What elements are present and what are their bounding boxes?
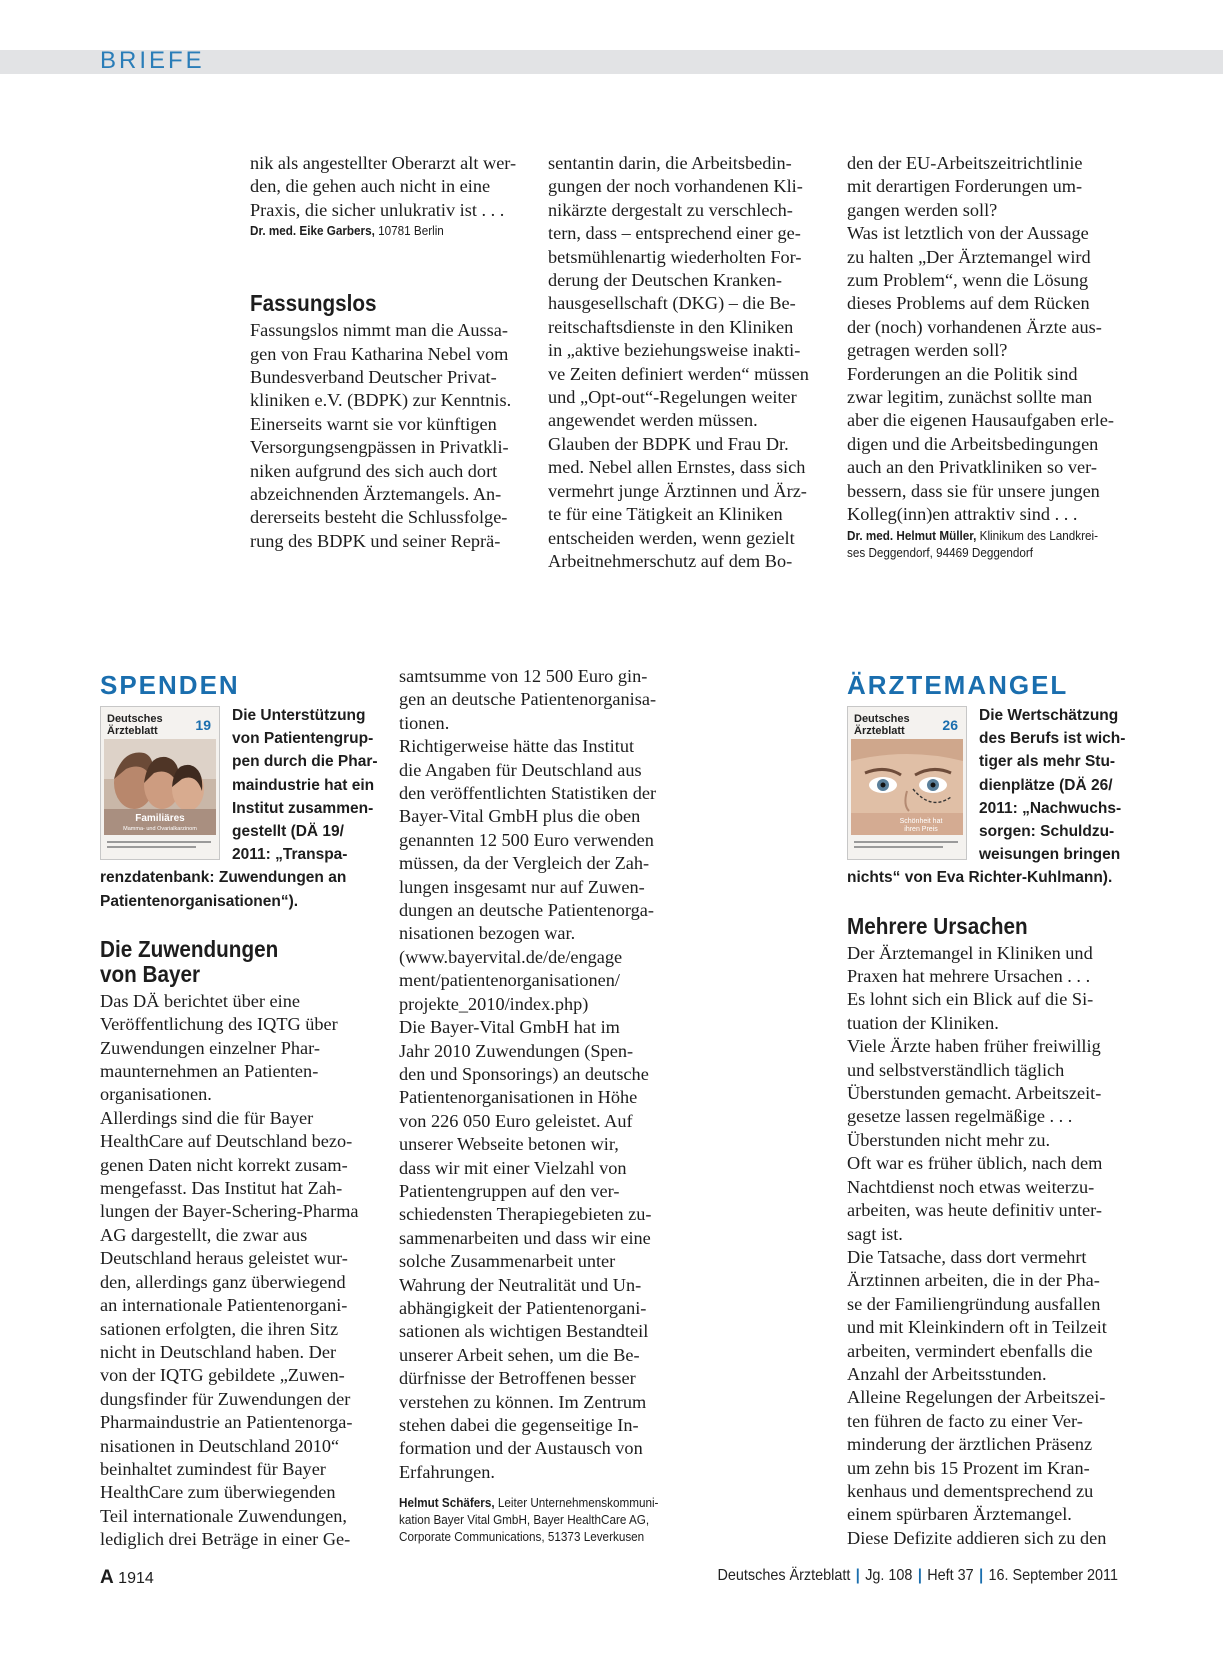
text-line: gen von Frau Katharina Nebel vom — [250, 343, 509, 364]
text-line: nik als angestellter Oberarzt alt wer- — [250, 153, 517, 173]
text-line: Oft war es früher üblich, nach dem — [847, 1153, 1103, 1174]
journal-date: 16. September 2011 — [988, 1567, 1118, 1584]
text-line: Glauben der BDPK und Frau Dr. — [548, 433, 789, 454]
text-line: zwar legitim, zunächst sollte man — [847, 387, 1093, 408]
text-line: nisationen bezogen war. — [399, 923, 576, 944]
text-line: auch an den Privatkliniken so ver- — [847, 457, 1097, 478]
text-line: tiger als mehr Stu- — [979, 753, 1116, 771]
text-line: Nachtdienst noch etwas weiterzu- — [847, 1176, 1095, 1197]
text-line: samtsumme von 12 500 Euro gin- — [399, 666, 648, 686]
text-line: Veröffentlichung des IQTG über — [100, 1014, 338, 1035]
text-line: getragen werden soll? — [847, 340, 1008, 361]
text-line: genen Daten nicht korrekt zusam- — [100, 1154, 348, 1175]
text-line: die Angaben für Deutschland aus — [399, 759, 642, 780]
text-line: und „Opt-out“-Regelungen weiter — [548, 387, 797, 408]
text-line: Die Wertschätzung — [979, 707, 1119, 724]
text-line: te für eine Tätigkeit an Kliniken — [548, 504, 783, 525]
text-line: nikärzte dergestalt zu verschlech- — [548, 199, 793, 220]
signature-location: Corporate Communications, 51373 Leverkusen — [399, 1529, 645, 1545]
text-line: betsmühlenartig wiederholten For- — [548, 246, 802, 267]
text-line: 2011: „Nachwuchs- — [979, 799, 1122, 817]
cover-subcaption: Mamma- und Ovarialkarzinom — [123, 826, 197, 832]
text-line: mit derartigen Forderungen um- — [847, 176, 1083, 197]
cover-face-image — [851, 739, 963, 835]
text-line: Praxen hat mehrere Ursachen . . . — [847, 966, 1091, 987]
journal-issue: Heft 37 — [927, 1567, 974, 1584]
text-line: dieses Problems auf dem Rücken — [847, 293, 1090, 314]
signature-location: 10781 Berlin — [374, 223, 444, 239]
text-line: dürfnisse der Betroffenen besser — [399, 1368, 636, 1389]
text-line: abhängigkeit der Patientenorgani- — [399, 1297, 647, 1318]
text-line: Die Bayer-Vital GmbH hat im — [399, 1017, 620, 1038]
text-line: gangen werden soll? — [847, 199, 998, 220]
text-line: ten führen de facto zu einer Ver- — [847, 1410, 1083, 1431]
text-line: einem spürbaren Ärztemangel. — [847, 1504, 1072, 1525]
signature-affiliation-1: Leiter Unternehmenskommuni- — [494, 1495, 659, 1511]
text-line: Versorgungsengpässen in Privatkli- — [250, 437, 509, 458]
col2-top-lines — [548, 152, 828, 573]
journal-citation — [718, 1567, 1118, 1585]
text-line: digen und die Arbeitsbedingungen — [847, 433, 1099, 454]
cover-portrait-image — [104, 739, 216, 835]
text-line: des Berufs ist wich- — [979, 730, 1126, 748]
cover-text-lines — [107, 841, 211, 853]
text-line: Patientenorganisationen in Höhe — [399, 1087, 638, 1108]
aerztemangel-body — [847, 942, 1137, 1551]
text-line: um zehn bis 15 Prozent im Kran- — [847, 1457, 1090, 1478]
text-line: stehen dabei die gegenseitige In- — [399, 1415, 639, 1435]
text-line: abzeichnenden Ärztemangels. An- — [250, 484, 502, 505]
text-line: sagt ist. — [847, 1223, 903, 1244]
text-line: Teil internationale Zuwendungen, — [100, 1505, 347, 1526]
text-line: lungen der Bayer-Schering-Pharma — [100, 1201, 359, 1222]
text-line: ment/patientenorganisationen/ — [399, 970, 621, 991]
text-line: unserer Arbeit sehen, um die Be- — [399, 1344, 640, 1365]
page-letter: A — [100, 1567, 114, 1588]
text-line: Zuwendungen einzelner Phar- — [100, 1037, 320, 1058]
text-line: dungen an deutsche Patientenorga- — [399, 900, 655, 921]
text-line: dienplätze (DÄ 26/ — [979, 776, 1113, 794]
text-line: Allerdings sind die für Bayer — [100, 1107, 314, 1128]
text-line: hausgesellschaft (DKG) – die Be- — [548, 293, 796, 314]
text-line: niken aufgrund des sich auch dort — [250, 460, 498, 481]
text-line: aber die eigenen Hausaufgaben erle- — [847, 410, 1114, 431]
signature-name: Dr. med. Helmut Müller, — [847, 527, 977, 543]
text-line: genannten 12 500 Euro verwenden — [399, 829, 654, 850]
separator: | — [917, 1567, 922, 1584]
col1-top-body — [250, 319, 530, 553]
text-line: angewendet werden müssen. — [548, 410, 758, 431]
text-line: se der Familiengründung ausfallen — [847, 1293, 1101, 1314]
text-line: dungsfinder für Zuwendungen der — [100, 1388, 351, 1409]
text-line: Institut zusammen- — [232, 799, 374, 817]
topic-aerztemangel: ÄRZTEMANGEL — [847, 670, 1069, 700]
text-line: kliniken e.V. (BDPK) zur Kenntnis. — [250, 390, 512, 411]
text-line: sorgen: Schuldzu- — [979, 823, 1115, 841]
cover-issue-number: 19 — [195, 717, 211, 733]
signature-affiliation: Klinikum des Landkrei- — [976, 527, 1099, 543]
text-line: Kolleg(inn)en attraktiv sind . . . — [847, 504, 1078, 525]
text-line: Das DÄ berichtet über eine — [100, 990, 300, 1011]
text-line: pen durch die Phar- — [232, 753, 378, 771]
text-line: minderung der ärztlichen Präsenz — [847, 1434, 1093, 1455]
text-line: von der IQTG gebildete „Zuwen- — [100, 1365, 345, 1386]
text-line: den und Sponsorings) an deutsche — [399, 1063, 649, 1084]
col1-top-lines — [250, 152, 530, 222]
text-line: Erfahrungen. — [399, 1461, 495, 1482]
text-line: den, die gehen auch nicht in eine — [250, 176, 491, 197]
text-line: tionen. — [399, 712, 450, 733]
text-line: Der Ärztemangel in Kliniken und — [847, 942, 1093, 963]
text-line: Bayer-Vital GmbH plus die oben — [399, 806, 641, 827]
cover-thumbnail-26 — [847, 706, 967, 860]
signature-name: Dr. med. Eike Garbers, — [250, 223, 375, 239]
text-line: Diese Defizite addieren sich zu den — [847, 1527, 1107, 1548]
text-line: AG dargestellt, die zwar aus — [100, 1224, 308, 1245]
cover-text-lines — [854, 841, 958, 853]
text-line: zu halten „Der Ärztemangel wird — [847, 246, 1091, 267]
text-line: solche Zusammenarbeit unter — [399, 1251, 616, 1272]
text-line: sammenarbeiten und dass wir eine — [399, 1227, 651, 1248]
text-line: tuation der Kliniken. — [847, 1012, 999, 1033]
headline-fassungslos: Fassungslos — [250, 290, 377, 317]
text-line: (www.bayervital.de/de/engage — [399, 946, 623, 967]
cover-masthead: Deutsches Ärzteblatt — [107, 713, 163, 737]
text-line: Jahr 2010 Zuwendungen (Spen- — [399, 1040, 634, 1061]
text-line: Patientengruppen auf den ver- — [399, 1180, 620, 1201]
text-line: Die Unterstützung — [232, 707, 366, 724]
col3-top — [847, 152, 1137, 561]
col2-bottom-lines — [399, 665, 689, 1484]
cover-thumbnail-19 — [100, 706, 220, 860]
text-line: Ärztinnen arbeiten, die in der Pha- — [847, 1270, 1100, 1291]
col3-bottom — [847, 670, 1137, 1550]
text-line: maindustrie hat ein — [232, 776, 375, 794]
text-line: der (noch) vorhandenen Ärzte aus- — [847, 316, 1102, 337]
text-line: unserer Webseite betonen wir, — [399, 1134, 619, 1155]
col1-bottom — [100, 670, 380, 1552]
cover-caption: Familiäres — [135, 813, 185, 824]
cover-subcaption: ihren Preis — [904, 826, 938, 833]
text-line: Fassungslos nimmt man die Aussa- — [250, 320, 508, 341]
text-line: Wahrung der Neutralität und Un- — [399, 1274, 642, 1295]
text-line: Richtigerweise hätte das Institut — [399, 736, 635, 757]
text-line: dererseits besteht die Schlussfolge- — [250, 507, 508, 528]
signature-mueller — [847, 527, 1137, 561]
col1-top — [250, 152, 530, 553]
text-line: reitschaftsdienste in den Kliniken — [548, 316, 794, 337]
text-line: 2011: „Transpa- — [232, 846, 348, 864]
section-label: BRIEFE — [100, 47, 205, 74]
text-line: zum Problem“, wenn die Lösung — [847, 270, 1089, 291]
text-line: Praxis, die sicher unlukrativ ist . . . — [250, 199, 505, 220]
journal-name: Deutsches Ärzteblatt — [717, 1567, 851, 1584]
text-line: und selbstverständlich täglich — [847, 1059, 1065, 1080]
text-line: maunternehmen an Patienten- — [100, 1061, 319, 1082]
text-line: rung des BDPK und seiner Reprä- — [250, 530, 501, 551]
text-line: kenhaus und dementsprechend zu — [847, 1480, 1094, 1501]
text-line: nisationen in Deutschland 2010“ — [100, 1435, 340, 1456]
signature-affiliation-2: kation Bayer Vital GmbH, Bayer HealthCare AG, — [399, 1512, 650, 1528]
col3-top-lines — [847, 152, 1137, 527]
spenden-body — [100, 990, 380, 1552]
text-line: müssen, da der Vergleich der Zah- — [399, 853, 650, 874]
text-line: Bundesverband Deutscher Privat- — [250, 367, 497, 388]
headline-line-1: Die Zuwendungen — [100, 935, 279, 962]
page-number — [100, 1567, 154, 1589]
cover-issue-number: 26 — [942, 717, 958, 733]
text-line: entscheiden werden, wenn gezielt — [548, 527, 795, 548]
text-line: sationen erfolgten, die ihren Sitz — [100, 1318, 339, 1339]
text-line: med. Nebel allen Ernstes, dass sich — [548, 457, 806, 478]
text-line: derung der Deutschen Kranken- — [548, 270, 783, 291]
text-line: Überstunden gemacht. Arbeitszeit- — [847, 1083, 1102, 1104]
text-line: den, allerdings ganz überwiegend — [100, 1271, 346, 1292]
text-line: vermehrt junge Ärztinnen und Ärz- — [548, 480, 807, 501]
text-line: formation und der Austausch von — [399, 1438, 643, 1459]
text-line: mengefasst. Das Institut hat Zah- — [100, 1178, 343, 1199]
signature-name: Helmut Schäfers, — [399, 1495, 495, 1511]
signature-garbers — [250, 222, 530, 239]
cover-caption: Schönheit hat — [899, 818, 943, 825]
text-line: HealthCare zum überwiegenden — [100, 1482, 336, 1503]
text-line: von 226 050 Euro geleistet. Auf — [399, 1110, 633, 1131]
text-line: Einerseits warnt sie vor künftigen — [250, 413, 497, 434]
text-line: Die Tatsache, dass dort vermehrt — [847, 1246, 1087, 1267]
text-line: von Patientengrup- — [232, 730, 374, 748]
text-line: Anzahl der Arbeitsstunden. — [847, 1363, 1047, 1384]
text-line: tern, dass – entsprechend einer ge- — [548, 223, 801, 244]
text-line: Was ist letztlich von der Aussage — [847, 223, 1089, 244]
text-line: organisationen. — [100, 1084, 212, 1105]
text-line: nicht in Deutschland haben. Der — [100, 1341, 337, 1362]
topic-spenden: SPENDEN — [100, 670, 240, 700]
cover-masthead: Deutsches Ärzteblatt — [854, 713, 910, 737]
text-line: arbeiten, vermindert ebenfalls die — [847, 1340, 1093, 1361]
page-number-value: 1914 — [113, 1570, 154, 1587]
text-line: schiedensten Therapiegebieten zu- — [399, 1204, 652, 1225]
text-line: Alleine Regelungen der Arbeitszei- — [847, 1387, 1106, 1408]
text-line: gungen der noch vorhandenen Kli- — [548, 176, 803, 197]
text-line: dass wir mit einer Vielzahl von — [399, 1157, 627, 1178]
text-line: Pharmaindustrie an Patientenorga- — [100, 1412, 353, 1433]
headline-mehrere-ursachen: Mehrere Ursachen — [847, 912, 1028, 939]
text-line: nichts“ von Eva Richter-Kuhlmann). — [847, 869, 1113, 887]
text-line: Deutschland heraus geleistet wur- — [100, 1248, 348, 1269]
text-line: arbeiten, was heute definitiv unter- — [847, 1200, 1102, 1221]
text-line: Patientenorganisationen“). — [100, 892, 299, 910]
text-line: Arbeitnehmerschutz auf dem Bo- — [548, 550, 793, 571]
text-line: weisungen bringen — [979, 846, 1121, 864]
text-line: HealthCare auf Deutschland bezo- — [100, 1131, 353, 1152]
journal-volume: Jg. 108 — [865, 1567, 913, 1584]
col2-bottom — [399, 665, 689, 1545]
text-line: und mit Kleinkindern oft in Teilzeit — [847, 1317, 1107, 1338]
text-line: lediglich drei Beträge in einer Ge- — [100, 1529, 351, 1550]
text-line: bessern, dass sie für unsere jungen — [847, 480, 1100, 501]
text-line: sentantin darin, die Arbeitsbedin- — [548, 153, 792, 173]
text-line: sationen als wichtigen Bestandteil — [399, 1321, 649, 1342]
text-line: den der EU-Arbeitszeitrichtlinie — [847, 153, 1083, 173]
text-line: gestellt (DÄ 19/ — [232, 823, 344, 841]
text-line: Viele Ärzte haben früher freiwillig — [847, 1036, 1101, 1057]
text-line: in „aktive beziehungsweise inakti- — [548, 340, 801, 361]
text-line: gesetze lassen regelmäßige . . . — [847, 1106, 1073, 1127]
separator: | — [855, 1567, 860, 1584]
text-line: beinhaltet zumindest für Bayer — [100, 1458, 326, 1479]
text-line: gen an deutsche Patientenorganisa- — [399, 689, 657, 710]
text-line: Forderungen an die Politik sind — [847, 363, 1078, 384]
text-line: lungen insgesamt nur auf Zuwen- — [399, 876, 645, 897]
text-line: verstehen zu können. Im Zentrum — [399, 1391, 647, 1412]
col2-top — [548, 152, 828, 573]
text-line: ve Zeiten definiert werden“ müssen — [548, 363, 809, 384]
signature-location: ses Deggendorf, 94469 Deggendorf — [847, 544, 1034, 560]
headline-zuwendungen — [100, 937, 380, 987]
separator: | — [979, 1567, 984, 1584]
signature-schaefers — [399, 1494, 689, 1545]
text-line: Überstunden nicht mehr zu. — [847, 1129, 1051, 1150]
text-line: an internationale Patientenorgani- — [100, 1295, 348, 1316]
text-line: projekte_2010/index.php) — [399, 993, 589, 1014]
headline-line-2: von Bayer — [100, 960, 201, 987]
text-line: den veröffentlichten Statistiken der — [399, 783, 657, 804]
text-line: renzdatenbank: Zuwendungen an — [100, 869, 347, 887]
text-line: Es lohnt sich ein Blick auf die Si- — [847, 989, 1094, 1010]
